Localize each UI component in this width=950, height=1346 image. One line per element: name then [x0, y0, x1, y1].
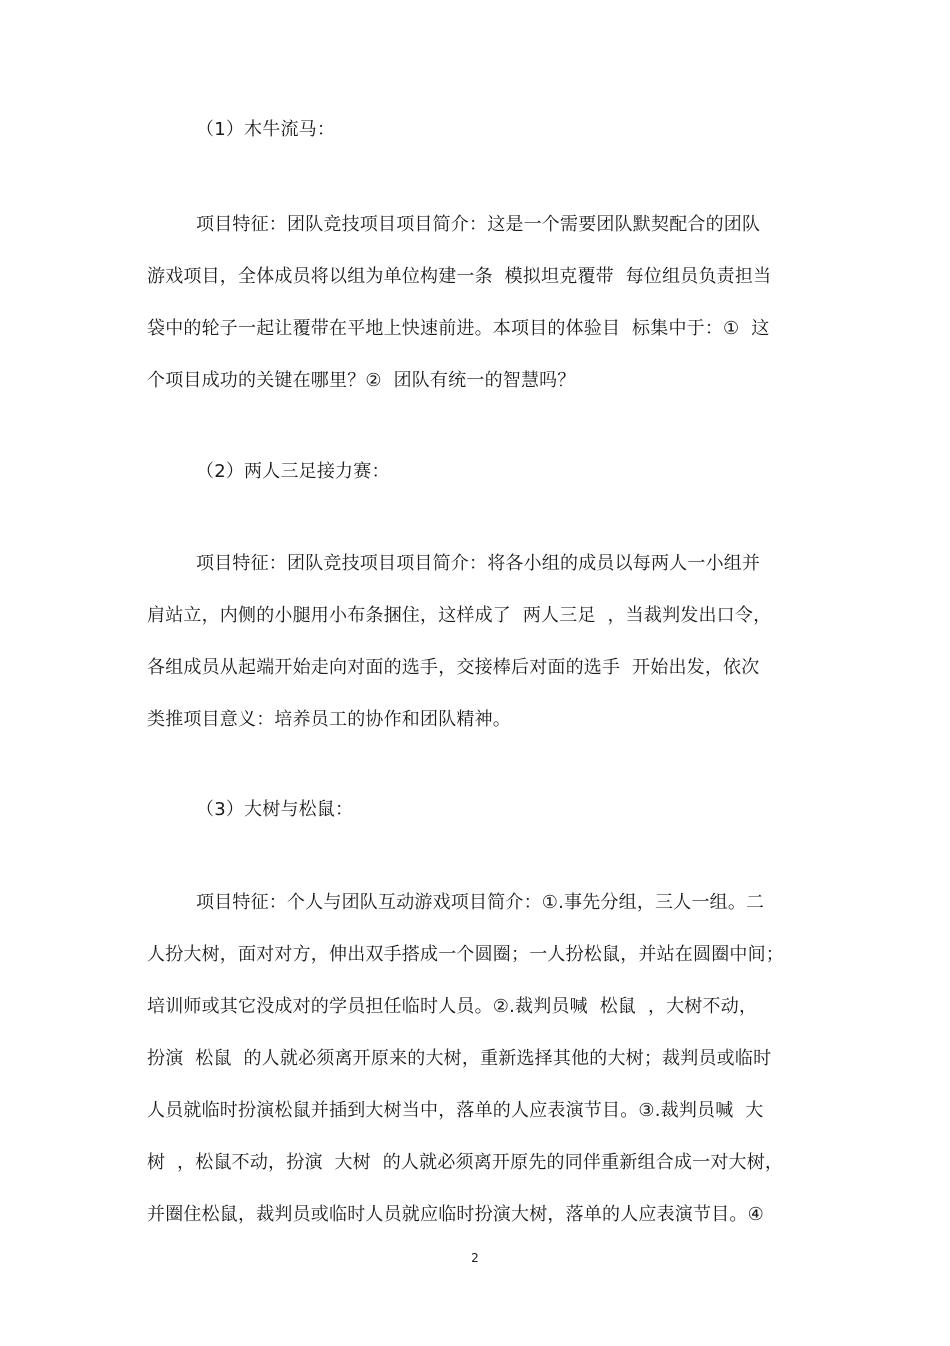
paragraph-line: 游戏项目，全体成员将以组为单位构建一条 模拟坦克覆带 每位组员负责担当 [147, 266, 772, 287]
paragraph-line: 并圈住松鼠，裁判员或临时人员就应临时扮演大树，落单的人应表演节目。④ [147, 1204, 764, 1225]
paragraph-line: 人员就临时扮演松鼠并插到大树当中，落单的人应表演节目。③.裁判员喊 大 [147, 1100, 764, 1121]
paragraph-line: 类推项目意义：培养员工的协作和团队精神。 [147, 709, 511, 730]
paragraph-line: 培训师或其它没成对的学员担任临时人员。②.裁判员喊 松鼠 ，大树不动， [147, 996, 758, 1017]
paragraph-line: 袋中的轮子一起让覆带在平地上快速前进。本项目的体验目 标集中于：① 这 [147, 318, 770, 339]
paragraph-line: 各组成员从起端开始走向对面的选手，交接棒后对面的选手 开始出发，依次 [147, 657, 760, 678]
section-heading-2: （2）两人三足接力赛： [196, 461, 390, 482]
paragraph-line: 扮演 松鼠 的人就必须离开原来的大树，重新选择其他的大树；裁判员或临时 [147, 1048, 772, 1069]
paragraph-line: 人扮大树，面对对方，伸出双手搭成一个圆圈；一人扮松鼠，并站在圆圈中间； [147, 944, 784, 965]
paragraph-line: 项目特征：团队竞技项目项目简介：将各小组的成员以每两人一小组并 [196, 553, 761, 574]
page-number: 2 [471, 1251, 479, 1265]
section-heading-1: （1）木牛流马： [196, 119, 336, 140]
paragraph-line: 项目特征：团队竞技项目项目简介：这是一个需要团队默契配合的团队 [196, 214, 761, 235]
section-heading-3: （3）大树与松鼠： [196, 799, 354, 820]
paragraph-line: 个项目成功的关键在哪里？② 团队有统一的智慧吗？ [147, 370, 576, 391]
paragraph-line: 项目特征：个人与团队互动游戏项目简介：①.事先分组，三人一组。二 [196, 892, 765, 913]
paragraph-line: 树 ，松鼠不动，扮演 大树 的人就必须离开原先的同伴重新组合成一对大树， [147, 1152, 784, 1173]
paragraph-line: 肩站立，内侧的小腿用小布条捆住，这样成了 两人三足 ，当裁判发出口令， [147, 605, 772, 626]
